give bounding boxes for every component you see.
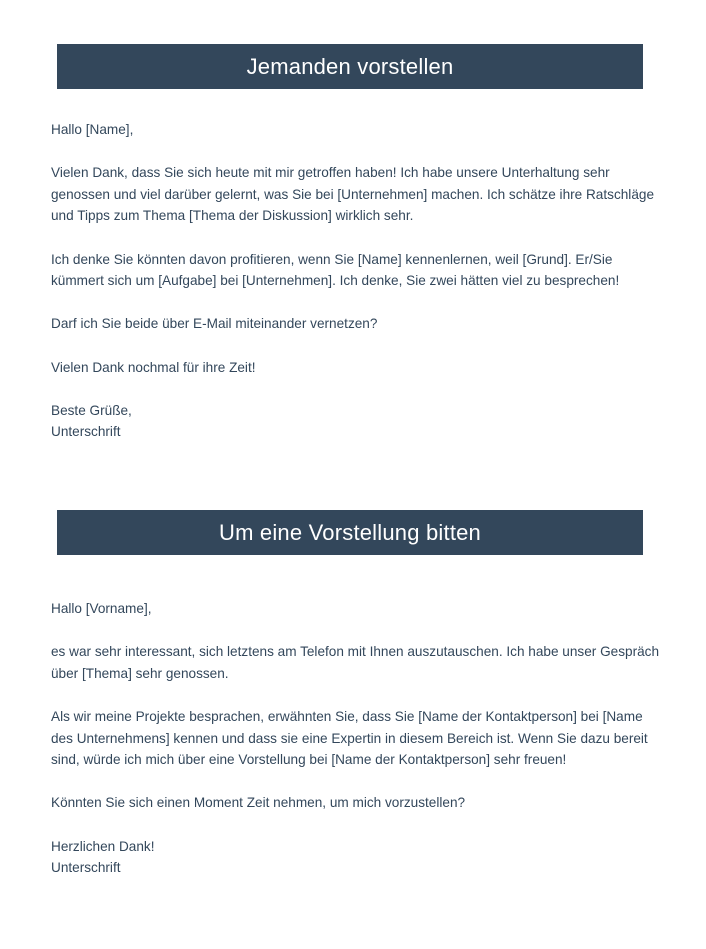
closing-block <box>51 836 661 879</box>
signature: Unterschrift <box>51 860 121 876</box>
paragraph-phone-call: es war sehr interessant, sich letztens am Telefon mit Ihnen auszutauschen. Ich habe unser Gespräch über [Thema] sehr genossen. <box>51 644 660 681</box>
greeting: Hallo [Name], <box>51 122 134 137</box>
letter-template-request-introduction <box>51 598 661 879</box>
closing-block <box>51 400 661 443</box>
paragraph-reason: Ich denke Sie könnten davon profitieren, wenn Sie [Name] kennenlernen, weil [Grund]. Er/Sie kümmert sich um [Aufgabe] bei [Unternehmen]. Ich denke, Sie zwei hätten viel zu besprechen! <box>51 251 620 289</box>
section-title-request-introduction: Um eine Vorstellung bitten <box>57 510 643 555</box>
closing: Herzlichen Dank! <box>51 838 155 854</box>
section-title-introduce-someone: Jemanden vorstellen <box>57 44 643 89</box>
paragraph-request: Darf ich Sie beide über E-Mail miteinander vernetzen? <box>51 316 378 332</box>
paragraph-request: Könnten Sie sich einen Moment Zeit nehmen, um mich vorzustellen? <box>51 795 466 811</box>
paragraph-contact: Als wir meine Projekte besprachen, erwähnten Sie, dass Sie [Name der Kontaktperson] bei [Name des Unternehmens] kennen und dass sie eine Expertin in diesem Bereich ist. Wenn Sie dazu bereit sind, würde ich mich über eine Vorstellung bei [Name der Kontaktperson] sehr freuen! <box>51 708 648 768</box>
closing: Beste Grüße, <box>51 402 132 418</box>
letter-template-introduce-someone <box>51 119 661 443</box>
paragraph-thanks-again: Vielen Dank nochmal für ihre Zeit! <box>51 359 256 375</box>
greeting: Hallo [Vorname], <box>51 601 152 616</box>
signature: Unterschrift <box>51 424 121 440</box>
paragraph-thanks: Vielen Dank, dass Sie sich heute mit mir getroffen haben! Ich habe unsere Unterhaltung sehr genossen und viel darüber gelernt, was Sie bei [Unternehmen] machen. Ich schätze ihre Ratschläge und Tipps zum Thema [Thema der Diskussion] wirklich sehr. <box>51 165 655 224</box>
